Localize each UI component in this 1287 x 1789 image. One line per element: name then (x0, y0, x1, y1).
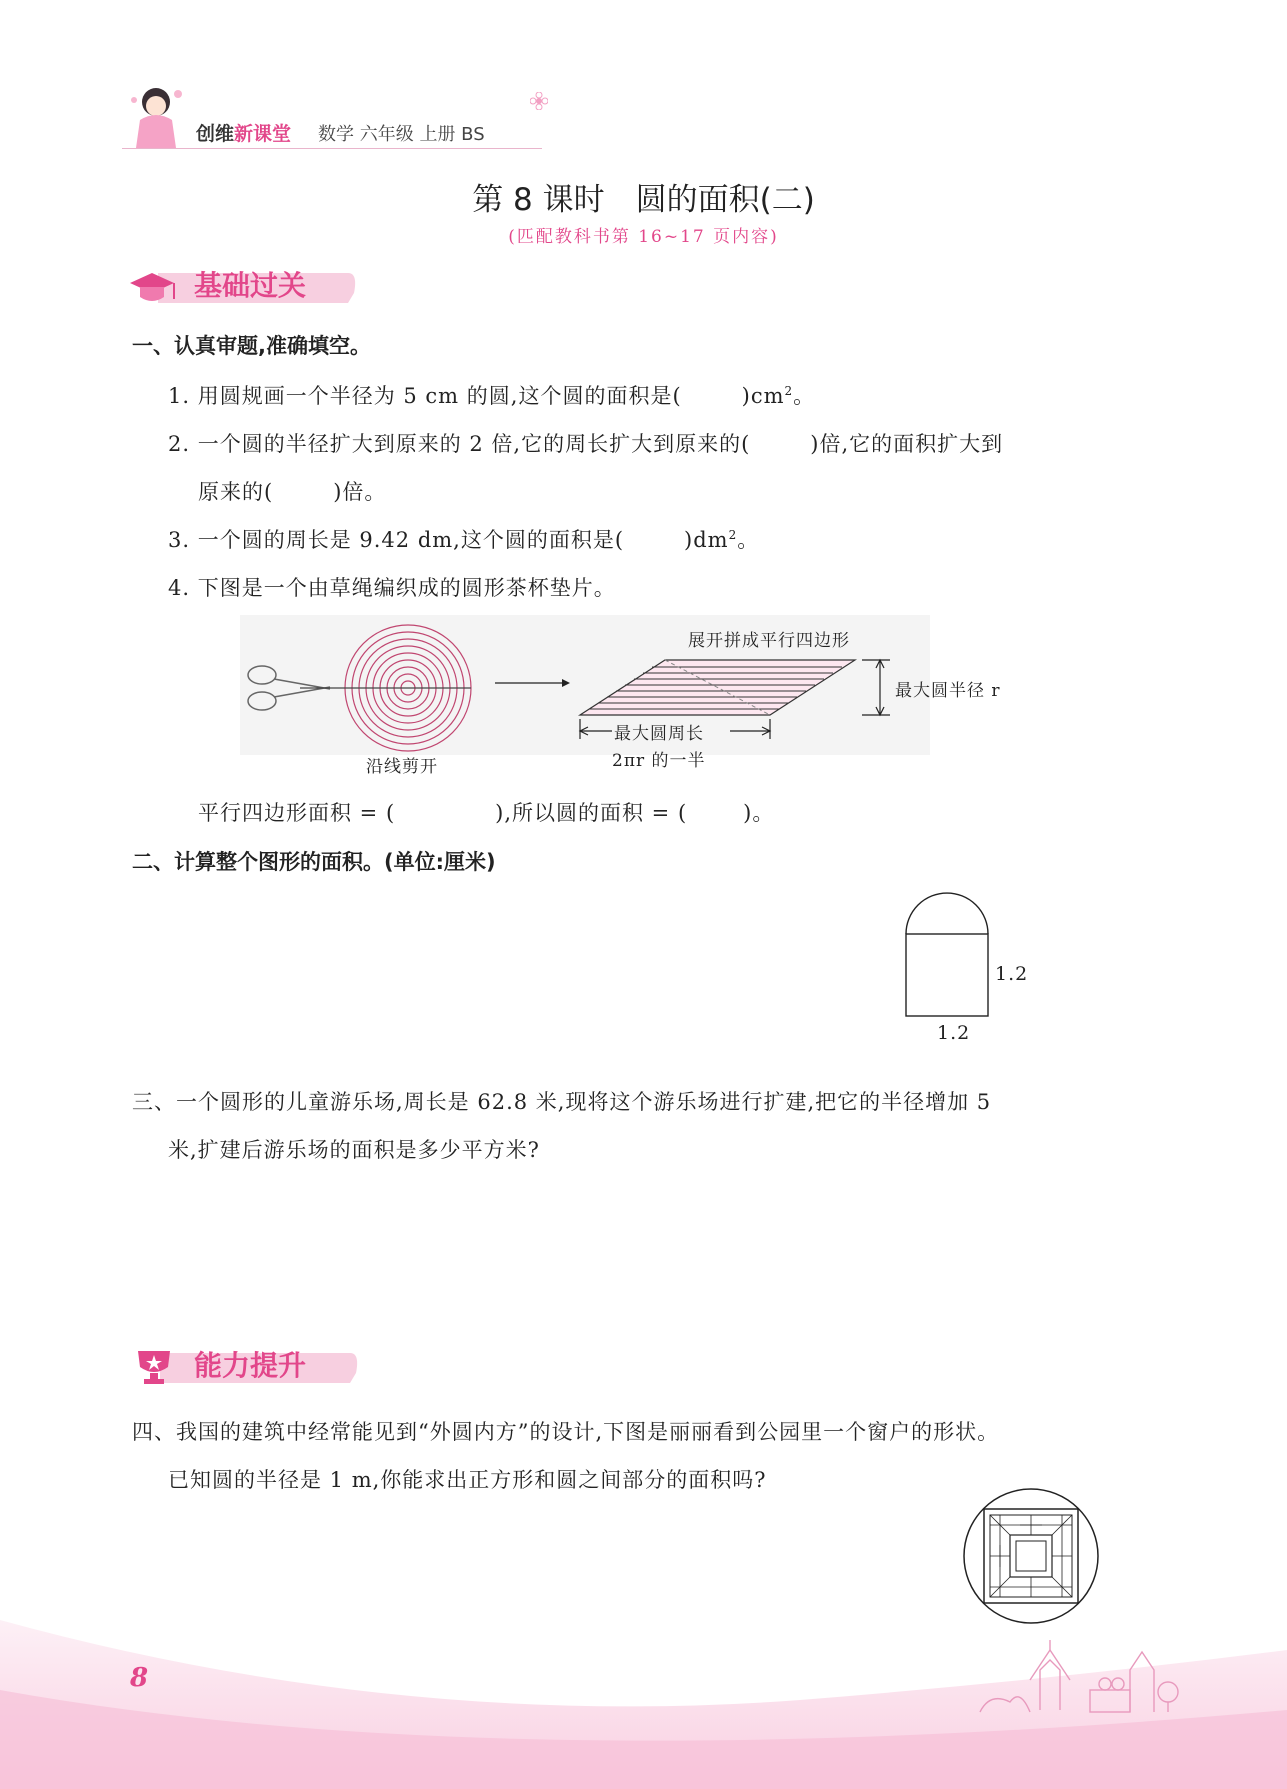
question-3-line-2: 米,扩建后游乐场的面积是多少平方米? (168, 1138, 540, 1162)
question-4-line-1: 四、我国的建筑中经常能见到“外圆内方”的设计,下图是丽丽看到公园里一个窗户的形状。 (132, 1420, 1000, 1444)
header-divider (122, 148, 542, 149)
figure-label-expand: 展开拼成平行四边形 (688, 631, 850, 651)
composite-shape-figure (900, 890, 995, 1020)
mascot-illustration (126, 80, 196, 152)
question-1-item-1: 1. 用圆规画一个半径为 5 cm 的圆,这个圆的面积是( )$cm^2$。 (168, 384, 816, 408)
question-1-item-2: 2. 一个圆的半径扩大到原来的 2 倍,它的周长扩大到原来的( )倍,它的面积扩大到 (168, 432, 1004, 456)
page-number: 8 (130, 1663, 149, 1693)
dimension-height: 1.2 (995, 963, 1029, 985)
question-1-item-3: 3. 一个圆的周长是 9.42 dm,这个圆的面积是( )$dm^2$。 (168, 528, 760, 552)
section-title-basic: 基础过关 (194, 269, 307, 302)
book-subtitle: 数学 六年级 上册 BS (318, 124, 485, 145)
question-2-heading: 二、计算整个图形的面积。(单位:厘米) (132, 850, 496, 874)
question-1-item-4: 4. 下图是一个由草绳编织成的圆形茶杯垫片。 (168, 576, 616, 600)
question-1-heading: 一、认真审题,准确填空。 (132, 334, 371, 358)
question-1-item-2-cont: 原来的( )倍。 (198, 480, 387, 504)
question-3-line-1: 三、一个圆形的儿童游乐场,周长是 62.8 米,现将这个游乐场进行扩建,把它的半径增加 5 (132, 1090, 992, 1114)
footer-decoration (0, 1580, 1287, 1789)
section-title-advanced: 能力提升 (194, 1349, 307, 1382)
question-4-line-2: 已知圆的半径是 1 m,你能求出正方形和圆之间部分的面积吗? (168, 1468, 767, 1492)
figure-label-radius: 最大圆半径 r (895, 681, 1001, 701)
figure-label-cut: 沿线剪开 (366, 757, 438, 777)
lesson-subtitle: (匹配教科书第 16~17 页内容) (508, 227, 779, 247)
brand-name: 创维新课堂 (196, 123, 292, 145)
figure-label-half: 2πr 的一半 (612, 751, 706, 771)
dimension-width: 1.2 (937, 1022, 971, 1044)
figure-label-circumference: 最大圆周长 (614, 724, 704, 744)
lesson-title: 第 8 课时 圆的面积(二) (472, 182, 815, 218)
question-1-fill-line: 平行四边形面积 = ( ),所以圆的面积 = ( )。 (198, 801, 775, 825)
flower-icon (530, 92, 548, 110)
